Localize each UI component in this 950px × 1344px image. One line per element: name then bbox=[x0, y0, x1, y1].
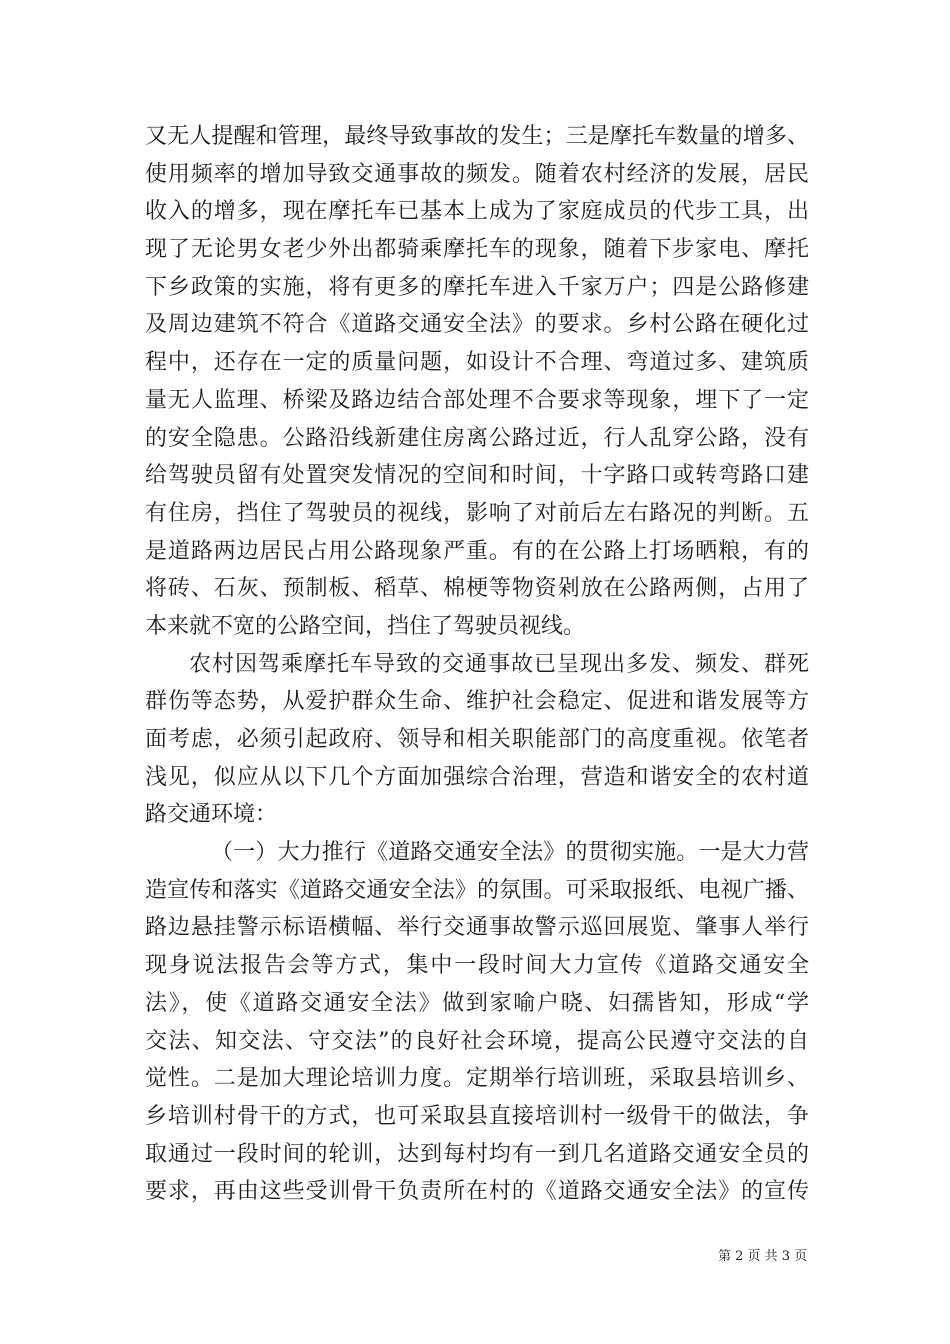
text-line: 浅见，似应从以下几个方面加强综合治理，营造和谐安全的农村道 bbox=[145, 764, 809, 790]
text-line: 觉性。二是加大理论培训力度。定期举行培训班，采取县培训乡、 bbox=[145, 1066, 809, 1092]
paragraph-3 bbox=[145, 834, 809, 1211]
text-line: 程中，还存在一定的质量问题，如设计不合理、弯道过多、建筑质 bbox=[145, 350, 809, 376]
text-line: 交法、知交法、守交法”的良好社会环境，提高公民遵守交法的自 bbox=[145, 1028, 809, 1054]
page-number-footer: 第 2 页 共 3 页 bbox=[718, 1249, 808, 1264]
text-line: 又无人提醒和管理，最终导致事故的发生；三是摩托车数量的增多、 bbox=[145, 124, 809, 149]
text-line: 量无人监理、桥梁及路边结合部处理不合要求等现象，埋下了一定 bbox=[145, 387, 809, 413]
text-line: 现了无论男女老少外出都骑乘摩托车的现象，随着下步家电、摩托 bbox=[145, 237, 809, 263]
text-line: 要求，再由这些受训骨干负责所在村的《道路交通安全法》的宣传 bbox=[145, 1179, 809, 1205]
text-line: 的安全隐患。公路沿线新建住房离公路过近，行人乱穿公路，没有 bbox=[145, 425, 809, 451]
text-line: 使用频率的增加导致交通事故的频发。随着农村经济的发展，居民 bbox=[145, 161, 809, 187]
text-line: 将砖、石灰、预制板、稻草、棉梗等物资剁放在公路两侧，占用了 bbox=[145, 576, 809, 602]
text-line: 有住房，挡住了驾驶员的视线，影响了对前后左右路况的判断。五 bbox=[145, 500, 809, 526]
text-line: 取通过一段时间的轮训，达到每村均有一到几名道路交通安全员的 bbox=[145, 1141, 809, 1167]
text-line: 路交通环境： bbox=[145, 802, 278, 828]
document-body bbox=[145, 118, 809, 1211]
text-line: 乡培训村骨干的方式，也可采取县直接培训村一级骨干的做法，争 bbox=[145, 1103, 809, 1129]
text-line: （一）大力推行《道路交通安全法》的贯彻实施。一是大力营 bbox=[211, 840, 809, 866]
text-line: 面考虑，必须引起政府、领导和相关职能部门的高度重视。依笔者 bbox=[145, 727, 809, 752]
text-line: 农村因驾乘摩托车导致的交通事故已呈现出多发、频发、群死 bbox=[189, 651, 809, 677]
text-line: 造宣传和落实《道路交通安全法》的氛围。可采取报纸、电视广播、 bbox=[145, 877, 809, 903]
text-line: 收入的增多，现在摩托车已基本上成为了家庭成员的代步工具，出 bbox=[145, 199, 809, 225]
text-line: 群伤等态势，从爱护群众生命、维护社会稳定、促进和谐发展等方 bbox=[145, 689, 809, 715]
paragraph-2 bbox=[145, 646, 809, 834]
text-line: 及周边建筑不符合《道路交通安全法》的要求。乡村公路在硬化过 bbox=[145, 312, 809, 338]
text-line: 给驾驶员留有处置突发情况的空间和时间，十字路口或转弯路口建 bbox=[145, 463, 809, 489]
text-line: 法》，使《道路交通安全法》做到家喻户晓、妇孺皆知，形成“学 bbox=[145, 990, 809, 1016]
text-line: 本来就不宽的公路空间，挡住了驾驶员视线。 bbox=[145, 613, 586, 639]
paragraph-1 bbox=[145, 118, 809, 646]
text-line: 下乡政策的实施，将有更多的摩托车进入千家万户；四是公路修建 bbox=[145, 274, 809, 300]
text-line: 路边悬挂警示标语横幅、举行交通事故警示巡回展览、肇事人举行 bbox=[145, 915, 809, 941]
text-line: 是道路两边居民占用公路现象严重。有的在公路上打场晒粮，有的 bbox=[145, 538, 809, 564]
text-line: 现身说法报告会等方式，集中一段时间大力宣传《道路交通安全 bbox=[145, 953, 809, 979]
